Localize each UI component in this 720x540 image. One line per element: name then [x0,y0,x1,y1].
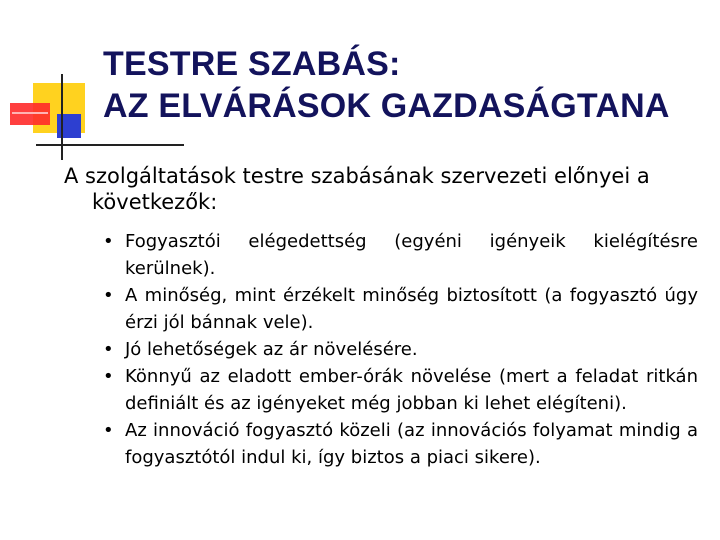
horizontal-rule [36,144,184,146]
slide-title [103,43,670,127]
red-bar [10,103,50,125]
vertical-rule [61,74,63,160]
bullet-list [103,228,698,471]
bullet-item [103,282,698,336]
bullet-dot-icon: • [103,231,114,252]
bullet-text: Könnyű az eladott ember-órák növelése (mert a feladat ritkán definiált és az igényeket még jobban ki lehet elégíteni). [125,366,698,414]
bullet-text: Fogyasztói elégedettség (egyéni igényeik kielégítésre kerülnek). [125,231,698,279]
bullet-dot-icon: • [103,420,114,441]
bullet-item [103,417,698,471]
bullet-item [103,363,698,417]
bullet-item [103,336,698,363]
bullet-item [103,228,698,282]
bullet-dot-icon: • [103,285,114,306]
title-line-2: AZ ELVÁRÁSOK GAZDASÁGTANA [103,87,670,125]
bullet-text: Az innováció fogyasztó közeli (az innovációs folyamat mindig a fogyasztótól indul ki, így biztos a piaci sikere). [125,420,698,468]
red-bar-highlight [12,112,48,114]
title-line-1: TESTRE SZABÁS: [103,45,401,83]
bullet-dot-icon: • [103,339,114,360]
bullet-text: A minőség, mint érzékelt minőség biztosított (a fogyasztó úgy érzi jól bánnak vele). [125,285,698,333]
bullet-text: Jó lehetőségek az ár növelésére. [125,339,418,360]
bullet-dot-icon: • [103,366,114,387]
intro-text: A szolgáltatások testre szabásának szervezeti előnyei a következők: [64,164,650,214]
